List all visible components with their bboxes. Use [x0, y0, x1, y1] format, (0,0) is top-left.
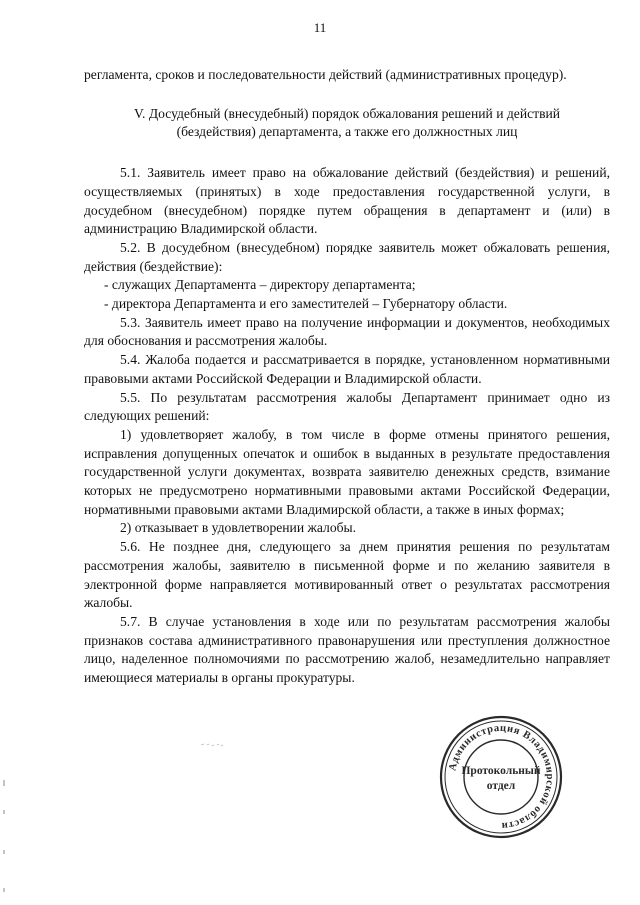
scan-margin-marks: [2, 780, 6, 900]
list-item-employees: - служащих Департамента – директору департамента;: [104, 277, 416, 293]
stamp-inner-line-1: Протокольный: [461, 765, 541, 777]
section-heading: V. Досудебный (внесудебный) порядок обжалования решений и действий (бездействия) департамента, а также его должностных лиц: [133, 105, 561, 140]
official-stamp: [438, 714, 564, 840]
decision-option-1: 1) удовлетворяет жалобу, в том числе в форме отмены принятого решения, исправления допущенных опечаток и ошибок в выданных в результате предоставления государственной услуги документах, возврата заявителю денежных средств, взимание которых не предусмотрено нормативными правовыми актами Российской Федерации, нормативными правовыми актами Владимирской области, а также в иных формах;: [84, 426, 610, 517]
faint-pen-mark: [200, 740, 224, 748]
stamp-inner-line-2: отдел: [486, 780, 516, 792]
paragraph-5-4: 5.4. Жалоба подается и рассматривается в порядке, установленном нормативными правовыми актами Российской Федерации и Владимирской области.: [84, 352, 610, 386]
decision-option-2: 2) отказывает в удовлетворении жалобы.: [120, 520, 357, 536]
paragraph-5-5: 5.5. По результатам рассмотрения жалобы Департамент принимает одно из следующих решений:: [84, 389, 610, 424]
paragraph-5-2: 5.2. В досудебном (внесудебном) порядке заявитель может обжаловать решения, действия (бездействие):: [84, 239, 610, 274]
document-body: [84, 66, 610, 688]
paragraph-5-3: 5.3. Заявитель имеет право на получение информации и документов, необходимых для обоснования и рассмотрения жалобы.: [84, 314, 610, 349]
list-item-director: - директора Департамента и его заместителей – Губернатору области.: [104, 296, 508, 312]
paragraph-5-1: 5.1. Заявитель имеет право на обжалование действий (бездействия) и решений, осуществляемых (принятых) в ходе предоставления государственной услуги, в досудебном (внесудебном) порядке путем обращения в департамент и (или) в администрацию Владимирской области.: [84, 165, 610, 237]
paragraph-5-7: 5.7. В случае установления в ходе или по результатам рассмотрения жалобы признаков состава административного правонарушения или преступления должностное лицо, наделенное полномочиями по рассмотрению жалоб, незамедлительно направляет имеющиеся материалы в органы прокуратуры.: [84, 613, 610, 686]
stamp-outer-text: Администрация Владимирской области: [447, 722, 556, 832]
paragraph-continuation: регламента, сроков и последовательности действий (административных процедур).: [84, 67, 567, 82]
paragraph-5-6: 5.6. Не позднее дня, следующего за днем принятия решения по результатам рассмотрения жалобы, заявителю в письменной форме и по желанию заявителя в электронной форме направляется мотивированный ответ о результатах рассмотрения жалобы.: [84, 539, 610, 611]
page-number: 11: [313, 20, 327, 35]
